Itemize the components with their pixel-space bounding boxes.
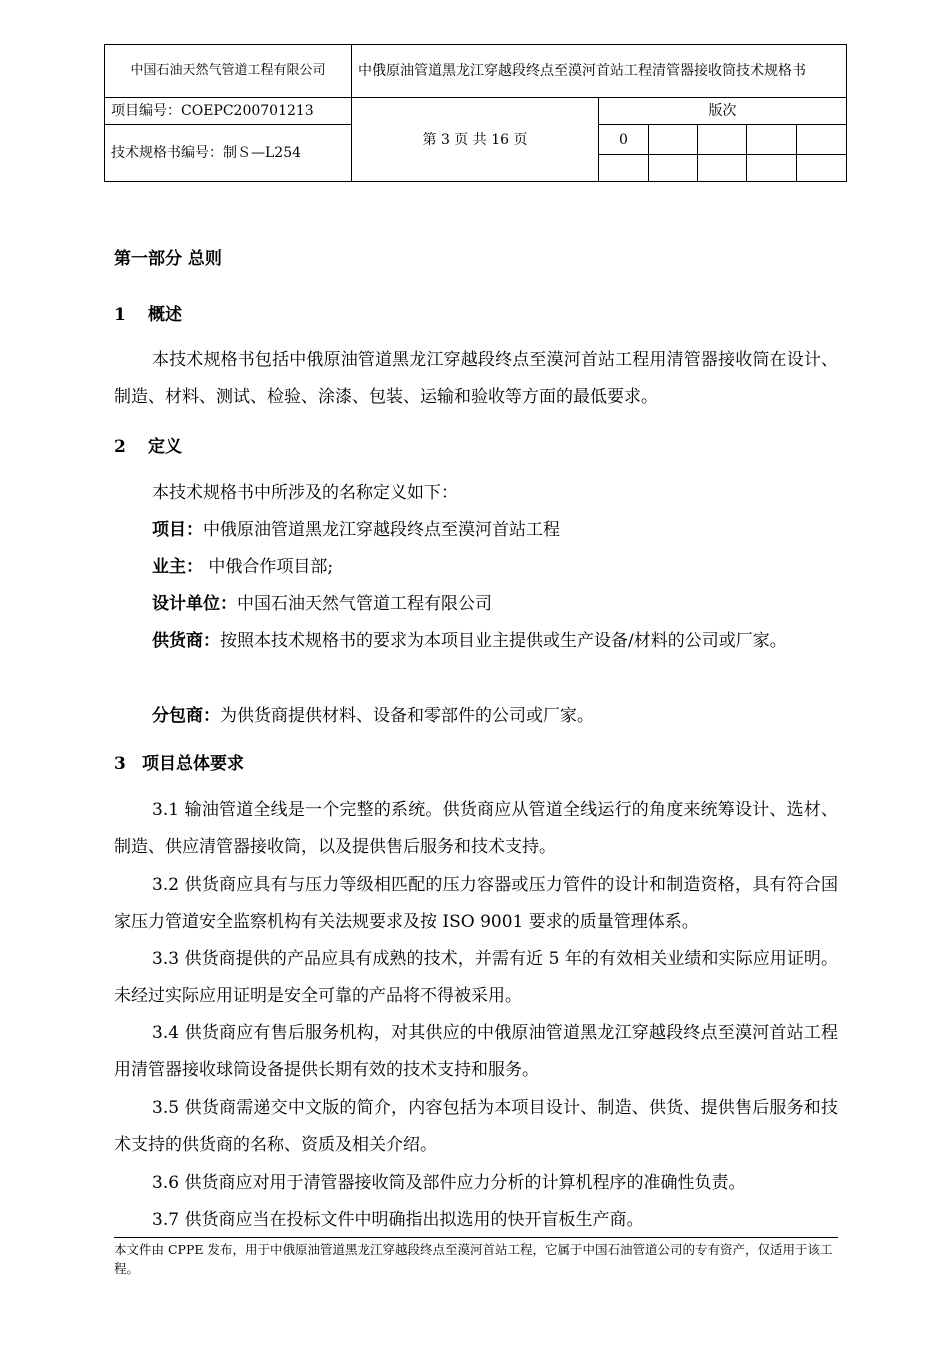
definition-term: 分包商： (152, 706, 220, 726)
requirement-paragraph: 3.3 供货商提供的产品应具有成熟的技术，并需有近 5 年的有效相关业绩和实际应用证明。未经过实际应用证明是安全可靠的产品将不得被采用。 (114, 949, 838, 1006)
definition-term: 项目： (152, 520, 203, 540)
page-info: 第 3 页 共 16 页 (352, 98, 599, 182)
requirement-paragraph: 3.6 供货商应对用于清管器接收筒及部件应力分析的计算机程序的准确性负责。 (152, 1173, 746, 1193)
definitions-intro: 本技术规格书中所涉及的名称定义如下： (152, 483, 458, 503)
requirement-paragraph: 3.5 供货商需递交中文版的简介，内容包括为本项目设计、制造、供货、提供售后服务和技术支持的供货商的名称、资质及相关介绍。 (114, 1098, 838, 1155)
section-number: 1 (114, 305, 126, 325)
section-heading (114, 436, 182, 458)
section-heading (114, 753, 244, 775)
definition-text: 按照本技术规格书的要求为本项目业主提供或生产设备/材料的公司或厂家。 (220, 631, 787, 651)
definition-item (114, 623, 838, 660)
definition-text: 中俄合作项目部; (203, 557, 334, 577)
definition-text: 为供货商提供材料、设备和零部件的公司或厂家。 (220, 706, 594, 726)
revision-cell (649, 125, 698, 155)
definition-item (114, 698, 838, 735)
revision-cell (797, 155, 847, 182)
requirement-paragraph: 3.1 输油管道全线是一个完整的系统。供货商应从管道全线运行的角度来统筹设计、选材、制造、供应清管器接收筒，以及提供售后服务和技术支持。 (114, 800, 838, 857)
definition-term: 供货商： (152, 631, 220, 651)
header-table (104, 44, 847, 182)
overview-paragraph: 本技术规格书包括中俄原油管道黑龙江穿越段终点至漠河首站工程用清管器接收筒在设计、制造、材料、测试、检验、涂漆、包装、运输和验收等方面的最低要求。 (114, 350, 838, 407)
definition-item (114, 586, 838, 623)
requirement-paragraph: 3.4 供货商应有售后服务机构，对其供应的中俄原油管道黑龙江穿越段终点至漠河首站工程用清管器接收球筒设备提供长期有效的技术支持和服务。 (114, 1023, 838, 1080)
revision-cell (649, 155, 698, 182)
requirement-paragraph: 3.2 供货商应具有与压力等级相匹配的压力容器或压力管件的设计和制造资格，具有符合国家压力管道安全监察机构有关法规要求及按 ISO 9001 要求的质量管理体系。 (114, 875, 838, 932)
definition-text: 中俄原油管道黑龙江穿越段终点至漠河首站工程 (203, 520, 560, 540)
requirement-paragraph: 3.7 供货商应当在投标文件中明确指出拟选用的快开盲板生产商。 (152, 1210, 644, 1230)
definition-term: 设计单位： (152, 594, 237, 614)
company-name: 中国石油天然气管道工程有限公司 (105, 45, 352, 98)
section-number: 2 (114, 437, 126, 457)
project-number: 项目编号：COEPC200701213 (105, 98, 352, 125)
section-title: 概述 (148, 305, 182, 325)
definition-item (114, 512, 838, 549)
spec-number: 技术规格书编号：制Ｓ—L254 (105, 125, 352, 182)
revision-value: 0 (599, 125, 649, 155)
document-title: 中俄原油管道黑龙江穿越段终点至漠河首站工程清管器接收筒技术规格书 (352, 45, 847, 98)
definition-item (114, 549, 838, 586)
definition-term: 业主： (152, 557, 203, 577)
definition-text: 中国石油天然气管道工程有限公司 (237, 594, 492, 614)
revision-cell (698, 125, 747, 155)
revision-cell (747, 155, 797, 182)
section-title: 定义 (148, 437, 182, 457)
part-title: 第一部分 总则 (114, 249, 222, 269)
revision-cell (747, 125, 797, 155)
footer-note: 本文件由 CPPE 发布，用于中俄原油管道黑龙江穿越段终点至漠河首站工程，它属于中国石油管道公司的专有资产，仅适用于该工程。 (114, 1242, 833, 1276)
revision-cell (698, 155, 747, 182)
section-heading (114, 304, 182, 326)
revision-cell (797, 125, 847, 155)
section-number: 3 (114, 754, 126, 774)
revision-cell (599, 155, 649, 182)
section-title: 项目总体要求 (142, 754, 244, 774)
revision-label: 版次 (599, 98, 847, 125)
footer-divider (114, 1237, 838, 1238)
